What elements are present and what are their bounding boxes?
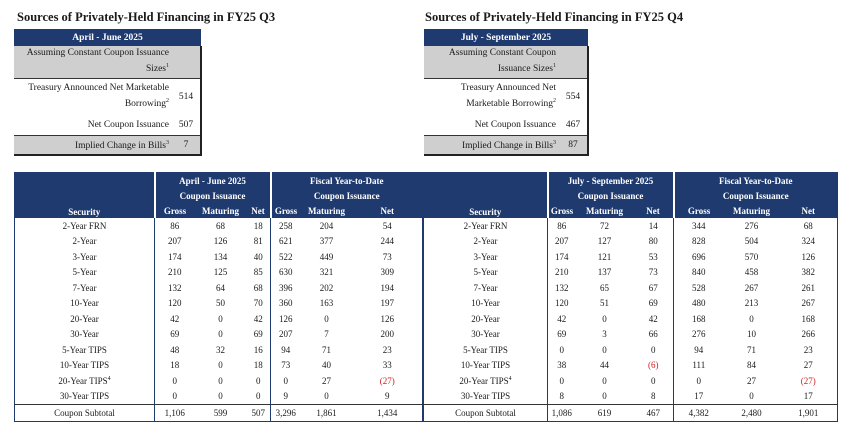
value-cell: 8 [548, 389, 576, 405]
right-net-header: Net [634, 203, 674, 218]
right-borrowing-label: Treasury Announced Net Marketable Borrowing$^2$ [460, 83, 556, 110]
table-row [15, 296, 423, 312]
left-ytd-header: Fiscal Year-to-Date [271, 173, 423, 189]
value-cell: 174 [155, 249, 195, 265]
value-cell: 71 [322, 344, 331, 355]
table-row [424, 311, 838, 327]
value-cell: 71 [747, 344, 757, 355]
value-cell: 10 [747, 329, 757, 340]
value-cell: 27 [322, 375, 331, 386]
right-summary-period: July - September 2025 [424, 29, 588, 46]
value-cell: 48 [155, 342, 195, 358]
table-row [424, 249, 838, 265]
value-cell: 197 [380, 298, 394, 309]
subtotal-value: 2,480 [724, 405, 780, 422]
security-cell: 2-Year [473, 236, 498, 247]
security-cell: 7-Year [72, 282, 97, 293]
table-row [424, 296, 838, 312]
table-row [15, 218, 423, 234]
value-cell: 53 [648, 251, 658, 262]
security-cell: 30-Year [471, 329, 500, 340]
value-cell: 69 [253, 329, 263, 340]
table-row [15, 389, 423, 405]
value-cell: 0 [218, 329, 223, 340]
value-cell: 9 [385, 391, 390, 402]
value-cell: 126 [213, 236, 228, 247]
value-cell: 126 [380, 313, 394, 324]
value-cell: 210 [155, 265, 195, 281]
value-cell: 207 [271, 327, 301, 343]
value-cell: 67 [648, 282, 658, 293]
left-ytd-group-header: Coupon Issuance [271, 188, 423, 203]
value-cell: 267 [801, 298, 816, 309]
value-cell: 44 [600, 360, 609, 371]
security-cell: 30-Year TIPS [460, 391, 511, 402]
left-net-header: Net [247, 203, 271, 218]
value-cell: 73 [648, 267, 658, 278]
value-cell: 40 [253, 251, 263, 262]
value-cell: 168 [801, 313, 816, 324]
value-cell: 18 [155, 358, 195, 374]
value-cell: 14 [648, 220, 658, 231]
value-cell: 73 [271, 358, 301, 374]
table-row [15, 280, 423, 296]
right-ytd-gross-header: Gross [674, 203, 724, 218]
left-constant-label: Assuming Constant Coupon Issuance Sizes$^1$ [14, 46, 172, 79]
value-cell: 570 [744, 251, 759, 262]
value-cell: 94 [271, 342, 301, 358]
value-cell: 85 [253, 267, 263, 278]
value-cell: 137 [597, 267, 612, 278]
value-cell: 0 [324, 391, 329, 402]
value-cell: 0 [218, 375, 223, 386]
value-cell: 7 [324, 329, 329, 340]
security-cell: 5-Year TIPS [62, 344, 107, 355]
value-cell: 630 [271, 265, 301, 281]
value-cell: 69 [648, 298, 658, 309]
value-cell: 504 [744, 236, 759, 247]
security-cell: 30-Year TIPS [59, 391, 110, 402]
value-cell: 276 [674, 327, 724, 343]
right-issuance-table [423, 172, 838, 422]
value-cell: 276 [744, 220, 759, 231]
value-cell: 73 [382, 251, 392, 262]
value-cell: 132 [548, 280, 576, 296]
value-cell: 80 [648, 236, 658, 247]
security-cell: 10-Year TIPS [59, 360, 110, 371]
subtotal-value: 619 [576, 405, 634, 422]
security-cell: 2-Year FRN [62, 220, 107, 231]
table-row [424, 373, 838, 389]
subtotal-value: 1,861 [301, 405, 353, 422]
left-ytd-maturing-header: Maturing [301, 203, 353, 218]
right-maturing-header: Maturing [576, 203, 634, 218]
value-cell: 23 [382, 344, 392, 355]
value-cell: 132 [155, 280, 195, 296]
value-cell: 0 [602, 313, 607, 324]
value-cell: 126 [271, 311, 301, 327]
value-cell: 65 [600, 282, 609, 293]
security-cell: 7-Year [473, 282, 498, 293]
value-cell: 0 [218, 360, 223, 371]
value-cell: 68 [253, 282, 263, 293]
value-cell: 66 [648, 329, 658, 340]
value-cell: 0 [602, 344, 607, 355]
subtotal-value: 1,434 [353, 405, 423, 422]
value-cell: 0 [651, 375, 656, 386]
table-row [15, 234, 423, 250]
value-cell: 111 [674, 358, 724, 374]
left-maturing-header: Maturing [195, 203, 247, 218]
table-row [15, 327, 423, 343]
value-cell: 86 [155, 218, 195, 234]
subtotal-label: Coupon Subtotal [15, 405, 155, 422]
security-cell: 3-Year [72, 251, 97, 262]
table-row [15, 311, 423, 327]
value-cell: 16 [253, 344, 263, 355]
value-cell: 42 [253, 313, 263, 324]
security-cell: 5-Year [473, 267, 498, 278]
value-cell: 120 [548, 296, 576, 312]
value-cell: 17 [674, 389, 724, 405]
value-cell: 0 [155, 389, 195, 405]
value-cell: 174 [548, 249, 576, 265]
left-bills-label: Implied Change in Bills$^3$ [14, 136, 172, 156]
value-cell: 377 [319, 236, 334, 247]
value-cell: 528 [674, 280, 724, 296]
value-cell: 0 [218, 313, 223, 324]
subtotal-value: 1,106 [155, 405, 195, 422]
value-cell: 828 [674, 234, 724, 250]
left-title: Sources of Privately-Held Financing in FY25 Q3 [17, 10, 276, 24]
right-bills-label: Implied Change in Bills$^3$ [424, 136, 559, 156]
value-cell: 449 [319, 251, 334, 262]
value-cell: 194 [380, 282, 394, 293]
left-ytd-net-header: Net [353, 203, 423, 218]
value-cell: 207 [548, 234, 576, 250]
value-cell: 163 [319, 298, 334, 309]
value-cell: 134 [213, 251, 228, 262]
value-cell: 261 [801, 282, 816, 293]
subtotal-value: 467 [634, 405, 674, 422]
left-period-header: April - June 2025 [155, 173, 271, 189]
value-cell: 0 [602, 391, 607, 402]
value-cell: 9 [271, 389, 301, 405]
security-cell: 20-Year TIPS$^4$ [58, 375, 111, 386]
value-cell: 309 [380, 267, 394, 278]
table-row [424, 234, 838, 250]
left-gross-header: Gross [155, 203, 195, 218]
value-cell: 127 [597, 236, 612, 247]
right-ytd-group-header: Coupon Issuance [674, 188, 838, 203]
value-cell: 51 [600, 298, 609, 309]
value-cell: 0 [548, 342, 576, 358]
value-cell: 210 [548, 265, 576, 281]
left-borrowing-label: Treasury Announced Net Marketable Borrowing$^2$ [28, 83, 169, 110]
value-cell: 84 [747, 360, 757, 371]
subtotal-value: 599 [195, 405, 247, 422]
value-cell: 0 [155, 373, 195, 389]
table-row [424, 342, 838, 358]
value-cell: 33 [382, 360, 392, 371]
right-borrowing-value: 554 [559, 79, 588, 116]
left-bills-value: 7 [172, 136, 201, 156]
value-cell: 168 [674, 311, 724, 327]
subtotal-row [424, 405, 838, 422]
value-cell: 458 [744, 267, 759, 278]
value-cell: 267 [744, 282, 759, 293]
security-cell: 20-Year [70, 313, 99, 324]
value-cell: 40 [322, 360, 331, 371]
subtotal-value: 507 [247, 405, 271, 422]
value-cell: 70 [253, 298, 263, 309]
value-cell: 522 [271, 249, 301, 265]
left-borrowing-value: 514 [172, 79, 201, 116]
subtotal-label: Coupon Subtotal [424, 405, 548, 422]
value-cell: 0 [602, 375, 607, 386]
right-gross-header: Gross [548, 203, 576, 218]
value-cell: 54 [382, 220, 392, 231]
value-cell: 18 [253, 220, 263, 231]
table-row [424, 358, 838, 374]
value-cell: 621 [271, 234, 301, 250]
security-cell: 10-Year TIPS [460, 360, 511, 371]
value-cell: 0 [256, 391, 261, 402]
value-cell: 68 [803, 220, 813, 231]
subtotal-value: 1,901 [780, 405, 838, 422]
right-security-header: Security [424, 173, 548, 219]
value-cell: 120 [155, 296, 195, 312]
value-cell: 23 [803, 344, 813, 355]
subtotal-row [15, 405, 423, 422]
table-row [424, 389, 838, 405]
left-coupon-value: 507 [172, 115, 201, 136]
value-cell: 94 [674, 342, 724, 358]
value-cell: 42 [548, 311, 576, 327]
right-table-body [424, 218, 838, 421]
value-cell: 396 [271, 280, 301, 296]
value-cell: 360 [271, 296, 301, 312]
value-cell: 480 [674, 296, 724, 312]
table-row [15, 249, 423, 265]
value-cell: 27 [747, 375, 757, 386]
value-cell: 0 [271, 373, 301, 389]
value-cell: (6) [648, 360, 659, 371]
value-cell: 0 [324, 313, 329, 324]
table-row [15, 265, 423, 281]
security-cell: 20-Year [471, 313, 500, 324]
subtotal-value: 3,296 [271, 405, 301, 422]
right-title: Sources of Privately-Held Financing in FY25 Q4 [425, 10, 684, 24]
value-cell: 121 [597, 251, 612, 262]
security-cell: 10-Year [70, 298, 99, 309]
value-cell: 125 [213, 267, 228, 278]
left-issuance-table [14, 172, 423, 422]
value-cell: 68 [216, 220, 225, 231]
value-cell: 8 [651, 391, 656, 402]
value-cell: 0 [218, 391, 223, 402]
left-summary-period: April - June 2025 [14, 29, 201, 46]
security-cell: 20-Year TIPS$^4$ [459, 375, 512, 386]
value-cell: 840 [674, 265, 724, 281]
value-cell: (27) [800, 375, 816, 386]
value-cell: 81 [253, 236, 263, 247]
value-cell: 64 [216, 282, 225, 293]
value-cell: 32 [216, 344, 225, 355]
value-cell: 207 [155, 234, 195, 250]
value-cell: 0 [749, 391, 754, 402]
right-bills-value: 87 [559, 136, 588, 156]
left-ytd-gross-header: Gross [271, 203, 301, 218]
value-cell: 258 [271, 218, 301, 234]
value-cell: 696 [674, 249, 724, 265]
value-cell: 50 [216, 298, 225, 309]
value-cell: 86 [548, 218, 576, 234]
value-cell: 324 [801, 236, 816, 247]
right-coupon-group-header: Coupon Issuance [548, 188, 674, 203]
value-cell: (27) [379, 375, 395, 386]
security-cell: 3-Year [473, 251, 498, 262]
right-constant-label: Assuming Constant Coupon Issuance Sizes$^1$ [424, 46, 559, 79]
value-cell: 38 [548, 358, 576, 374]
value-cell: 0 [674, 373, 724, 389]
value-cell: 3 [602, 329, 607, 340]
right-coupon-label: Net Coupon Issuance [474, 119, 556, 130]
value-cell: 382 [801, 267, 816, 278]
value-cell: 27 [803, 360, 813, 371]
right-period-header: July - September 2025 [548, 173, 674, 189]
left-summary-box [14, 29, 202, 156]
value-cell: 200 [380, 329, 394, 340]
table-row [424, 327, 838, 343]
left-table-body [15, 218, 423, 421]
value-cell: 42 [155, 311, 195, 327]
security-cell: 30-Year [70, 329, 99, 340]
left-security-header: Security [15, 173, 155, 219]
right-summary-box [424, 29, 589, 156]
value-cell: 42 [648, 313, 658, 324]
security-cell: 5-Year TIPS [463, 344, 508, 355]
value-cell: 266 [801, 329, 816, 340]
table-row [15, 373, 423, 389]
left-coupon-label: Net Coupon Issuance [87, 119, 169, 130]
subtotal-value: 1,086 [548, 405, 576, 422]
value-cell: 17 [803, 391, 813, 402]
security-cell: 2-Year FRN [463, 220, 508, 231]
table-row [424, 280, 838, 296]
value-cell: 0 [749, 313, 754, 324]
left-coupon-group-header: Coupon Issuance [155, 188, 271, 203]
value-cell: 204 [319, 220, 334, 231]
value-cell: 344 [674, 218, 724, 234]
value-cell: 0 [256, 375, 261, 386]
value-cell: 244 [380, 236, 394, 247]
value-cell: 321 [319, 267, 334, 278]
table-row [424, 265, 838, 281]
value-cell: 213 [744, 298, 759, 309]
subtotal-value: 4,382 [674, 405, 724, 422]
table-row [15, 358, 423, 374]
value-cell: 0 [651, 344, 656, 355]
table-row [15, 342, 423, 358]
security-cell: 2-Year [72, 236, 97, 247]
value-cell: 69 [548, 327, 576, 343]
value-cell: 18 [253, 360, 263, 371]
right-ytd-maturing-header: Maturing [724, 203, 780, 218]
right-ytd-net-header: Net [780, 203, 838, 218]
value-cell: 202 [319, 282, 334, 293]
value-cell: 72 [600, 220, 609, 231]
value-cell: 0 [548, 373, 576, 389]
right-coupon-value: 467 [559, 115, 588, 136]
right-ytd-header: Fiscal Year-to-Date [674, 173, 838, 189]
value-cell: 69 [155, 327, 195, 343]
security-cell: 5-Year [72, 267, 97, 278]
security-cell: 10-Year [471, 298, 500, 309]
value-cell: 126 [801, 251, 816, 262]
table-row [424, 218, 838, 234]
